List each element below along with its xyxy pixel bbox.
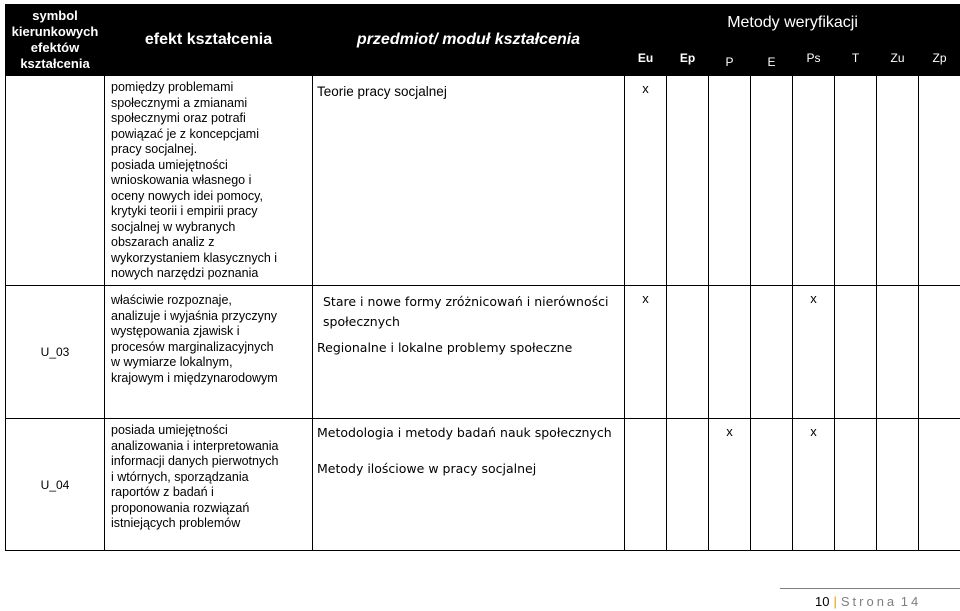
subjects-cell [313, 76, 625, 286]
page-total: 14 [900, 594, 922, 609]
mark-ep [667, 286, 709, 419]
header-effect-cell [105, 5, 313, 76]
effect-line: pracy socjalnej. [111, 142, 198, 156]
mark-t [835, 286, 877, 419]
effect-line: krajowym i międzynarodowym [111, 370, 278, 385]
method-col-ps: Ps [793, 41, 835, 76]
method-col-p: P [709, 41, 751, 76]
effect-line: społecznymi a zmianami [111, 95, 248, 110]
effect-line: pomiędzy problemami [111, 80, 234, 94]
effect-line: posiada umiejętności [111, 157, 228, 172]
effect-line: obszarach analiz z [111, 235, 215, 249]
mark-ep [667, 76, 709, 286]
mark-eu [625, 419, 667, 551]
header-methods: Metody weryfikacji [727, 13, 858, 31]
effect-line: w wymiarze lokalnym, [111, 355, 233, 369]
page-number: 10 [815, 594, 830, 609]
header-symbol: symbol kierunkowych efektów kształcenia [11, 8, 99, 71]
effect-line: oceny nowych idei pomocy, [111, 188, 263, 203]
mark-p [709, 286, 751, 419]
verification-table [5, 4, 960, 551]
page-label: Strona [840, 594, 898, 609]
effect-line: powiązać je z koncepcjami [111, 126, 259, 141]
header-subject-cell [313, 5, 625, 76]
effect-line: wykorzystaniem klasycznych i [111, 250, 278, 265]
effect-line: istniejących problemów [111, 516, 241, 530]
effect-line: analizuje i wyjaśnia przyczyny [111, 308, 278, 323]
effect-line: analizowania i interpretowania [111, 438, 279, 453]
effect-text [105, 419, 313, 551]
mark-t [835, 419, 877, 551]
method-col-zp: Zp [919, 41, 960, 76]
page-footer [815, 594, 921, 609]
mark-eu: x [625, 76, 667, 286]
method-col-zu: Zu [877, 41, 919, 76]
mark-p [709, 76, 751, 286]
table-row [6, 419, 960, 551]
subject-name: Regionalne i lokalne problemy społeczne [317, 340, 573, 355]
subjects-cell [313, 419, 625, 551]
footer-separator: | [833, 594, 837, 609]
subject-name: Metodologia i metody badań nauk społecznych [317, 425, 612, 440]
subject-name: Stare i nowe formy zróżnicowań i nierówności społecznych [323, 294, 609, 329]
header-methods-cell [625, 5, 960, 41]
effect-line: informacji danych pierwotnych [111, 454, 279, 468]
table-row [6, 286, 960, 419]
mark-ep [667, 419, 709, 551]
effect-line: wnioskowania własnego i [111, 173, 252, 187]
header-symbol-cell [6, 5, 105, 76]
row-code: U_03 [6, 286, 105, 419]
effect-line: społecznymi oraz potrafi [111, 111, 246, 125]
method-col-e: E [751, 41, 793, 76]
header-subject: przedmiot/ moduł kształcenia [356, 31, 581, 48]
mark-zp [919, 76, 960, 286]
row-code [6, 76, 105, 286]
effect-line: i wtórnych, sporządzania [111, 469, 249, 484]
mark-zp [919, 419, 960, 551]
effect-line: właściwie rozpoznaje, [111, 293, 232, 307]
header-effect: efekt kształcenia [144, 31, 273, 48]
effect-line: występowania zjawisk i [111, 324, 240, 338]
mark-e [751, 286, 793, 419]
method-col-eu: Eu [625, 41, 667, 76]
mark-ps: x [793, 286, 835, 419]
mark-eu: x [625, 286, 667, 419]
subjects-cell [313, 286, 625, 419]
effect-line: proponowania rozwiązań [111, 500, 250, 515]
effect-text [105, 286, 313, 419]
row-code: U_04 [6, 419, 105, 551]
footer-divider [780, 588, 960, 589]
mark-zp [919, 286, 960, 419]
method-col-t: T [835, 41, 877, 76]
mark-zu [877, 419, 919, 551]
mark-ps [793, 76, 835, 286]
effect-text [105, 76, 313, 286]
effect-line: raportów z badań i [111, 485, 214, 499]
effect-line: socjalnej w wybranych [111, 219, 236, 234]
mark-t [835, 76, 877, 286]
effect-line: posiada umiejętności [111, 423, 228, 437]
effect-line: nowych narzędzi poznania [111, 266, 259, 280]
mark-zu [877, 76, 919, 286]
effect-line: procesów marginalizacyjnych [111, 339, 274, 354]
mark-e [751, 76, 793, 286]
subject-name: Teorie pracy socjalnej [317, 84, 447, 99]
mark-zu [877, 286, 919, 419]
effect-line: krytyki teorii i empirii pracy [111, 204, 258, 218]
subject-name: Metody ilościowe w pracy socjalnej [317, 461, 537, 476]
mark-ps: x [793, 419, 835, 551]
mark-e [751, 419, 793, 551]
method-col-ep: Ep [667, 41, 709, 76]
table-row [6, 76, 960, 286]
mark-p: x [709, 419, 751, 551]
